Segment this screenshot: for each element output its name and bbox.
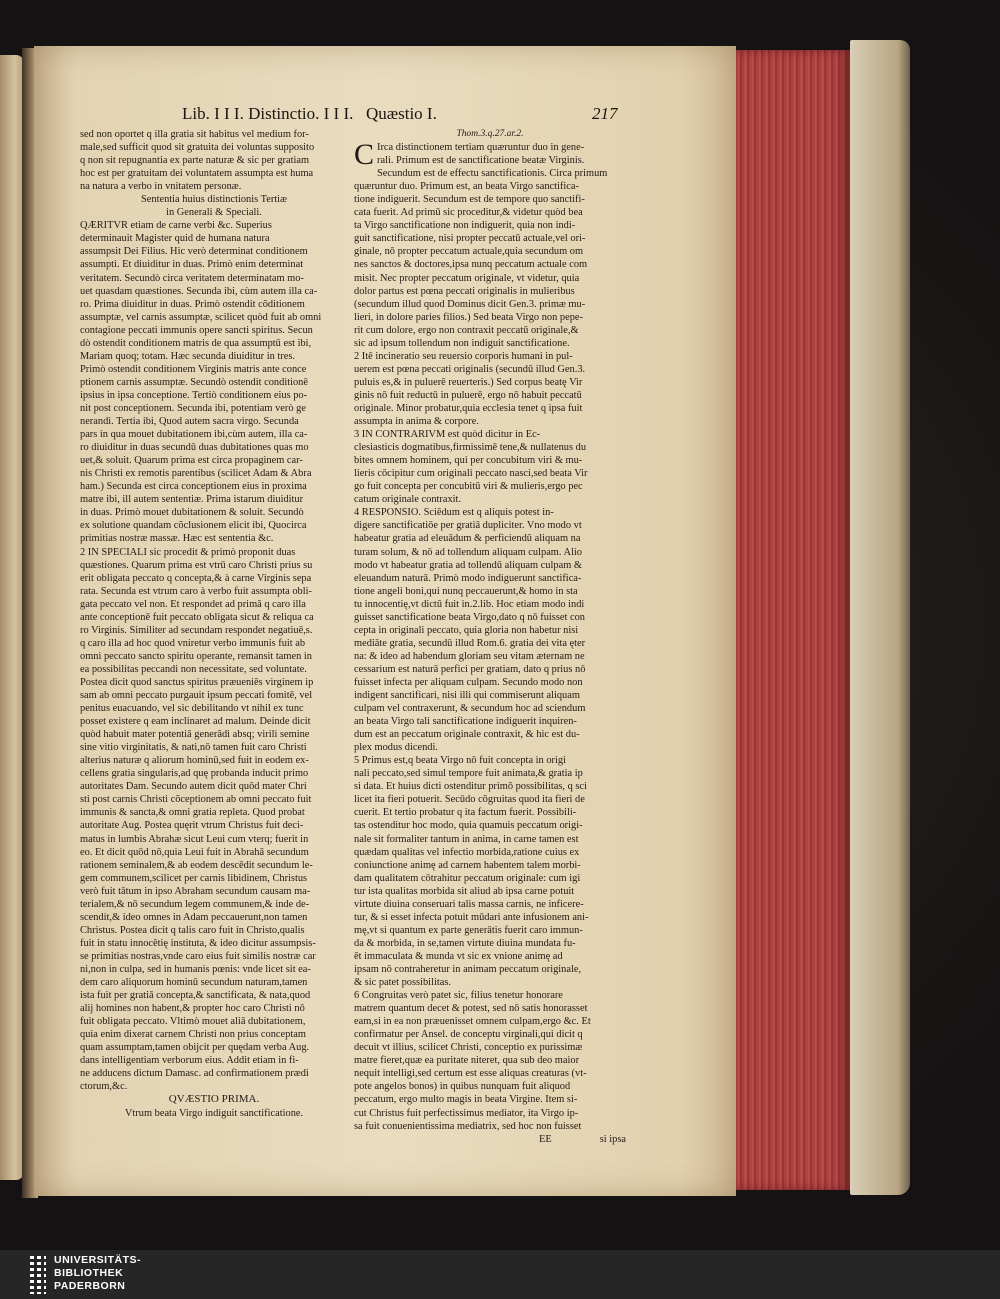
text-line: 3 IN CONTRARIVM est quòd dicitur in Ec- (354, 429, 541, 441)
text-line: coniunctione animę ad carnem habentem talem morbi- (354, 859, 581, 871)
text-line: dò ostendit conditionem matris de qua assumptū est ibi, (80, 337, 312, 349)
text-line: licet ita fieri potuerit. Secūdo cōgruitas quod ita fieri de (354, 794, 585, 806)
text-line: an beata Virgo tali sanctificatione indiguerit inquiren- (354, 716, 577, 728)
text-line: originale. Minor probatur,quia ecclesia tenet q ipsa fuit (354, 402, 583, 414)
text-line: Postea dicit quod sanctus spiritus præueniēs virginem ip (80, 676, 314, 688)
text-line: ptionem carnis assumptæ. Secundò ostendit conditionē (80, 376, 308, 388)
text-line: fuit obligata peccato. Vltimò mouet aliā dubitationem, (80, 1016, 306, 1028)
text-line: hoc est per gratuitam dei voluntatem assumpta est huma (80, 168, 314, 180)
text-line: ante conceptionē fuit peccato obligata sicut & reliqua ca (80, 611, 314, 623)
text-line: bites omnem hominem, qui per concubitum viri & mu- (354, 455, 583, 467)
text-line: lieri, in dolore paries filios.) Sed beata Virgo non pepe- (354, 311, 583, 323)
text-line: Primò ostendit conditionem Virginis matris ante conce (80, 363, 307, 375)
text-line: ne adducens dictum Damasc. ad confirmationem prædi (80, 1068, 309, 1080)
text-line: rationem seminalem,& ab eodem descēdit secundum le- (80, 859, 313, 871)
book-page (34, 46, 736, 1196)
text-line: alterius naturæ q aliorum hominū,sed fuit in eodem ex- (80, 755, 309, 767)
text-line: tur ista qualitas morbida sit aliud ab ipsa carne potuit (354, 885, 575, 897)
text-line: ginale, nō propter peccatum actuale,quia secundum om (354, 246, 584, 258)
text-line: scendit,& ideo omnes in Adam peccauerunt,non tamen (80, 911, 308, 923)
text-line: veritatem. Secundò circa veritatem determinatam mo- (80, 272, 304, 284)
text-line: lieris cōcipitur cum originali peccato nasci,sed beata Vir (354, 468, 588, 480)
text-line: peccatum, ergo multo magis in beata Virgine. Item si- (354, 1094, 578, 1106)
text-line: puluis es,& in puluerē reuerteris.) Sed corpus beatę Vir (354, 376, 583, 388)
institution-line-1: UNIVERSITÄTS- (54, 1254, 142, 1266)
text-line: sine vitio virginitatis, & nati,nō tamen fuit caro Christi (80, 742, 307, 754)
text-line: plex modus dicendi. (354, 742, 438, 754)
text-line: indigent sanctificari, nisi illi qui commiserunt aliquam (354, 690, 580, 702)
text-line: ro Virginis. Similiter ad secundam respondet negatiuē,s. (80, 624, 313, 636)
text-line: clesiasticis dogmatibus,firmissimē tene,& nullatenus du (354, 442, 587, 454)
text-line: nequit intelligi,sed certum est esse aliquas creaturas (vt- (354, 1068, 587, 1080)
text-line: omni peccato sancto spiritu operante, remansit tamen in (80, 650, 312, 662)
text-line: 4 RESPONSIO. Sciēdum est q aliquis potest in- (354, 507, 554, 519)
text-line: q caro illa ad hoc quod vniretur verbo immunis fuit ab (80, 637, 306, 649)
text-line: dans intelligentiam verborum eius. Addit etiam in fi- (80, 1055, 299, 1067)
text-line: rali. Primum est de sanctificatione beatæ Virginis. (377, 155, 585, 167)
text-line: uet,& soluit. Quarum prima est circa propaginem car- (80, 455, 303, 467)
text-line: catum originale contraxit. (354, 494, 462, 506)
text-line: ro. Prima diuiditur in duas. Primò ostendit cõditionem (80, 298, 305, 310)
text-line: QÆRITVR etiam de carne verbi &c. Superius (80, 220, 272, 232)
quaestio-subheading: Vtrum beata Virgo indiguit sanctificatione. (124, 1107, 304, 1119)
book-cover-edge (850, 40, 910, 1195)
text-line: ginis nō fuit reductū in puluerē, ergo nō habuit peccatū (354, 389, 582, 401)
text-line: matus in lumbis Abrahæ sicut Leui cum vterq; fuerit in (80, 833, 309, 845)
text-line: fuit in statu innocētię instituta, & ideo dicitur assumpsis- (80, 937, 316, 949)
text-line: mediāte gratia, secundū illud Rom.6. gratia dei vita ęter (354, 637, 586, 649)
text-line: autoritates Dam. Secundo autem dicit quōd mater Chri (80, 781, 307, 793)
text-line: uerem est pœna peccati originalis (secundū illud Gen.3. (354, 363, 586, 375)
text-line: virtute diuina conseruari talis massa carnis, ne inficere- (354, 898, 584, 910)
text-line: sic ad ipsum tollendum non indiguit sanctificatione. (354, 337, 570, 349)
text-line: quæstiones. Quarum prima est vtrū caro Christi prius su (80, 559, 313, 571)
text-line: tur, & si esset infecta potuit mūdari ante infusionem ani- (354, 911, 589, 923)
text-line: dolor partus est pœna peccati originalis in mulieribus (354, 285, 575, 297)
text-line: tione indiguerit. Secundum est de tempore quo sanctifi- (354, 194, 585, 206)
text-line: Sententia huius distinctionis Tertiæ (141, 194, 287, 206)
text-line: matre ibi, ill autem sententiæ. Prima istarum diuiditur (80, 494, 304, 506)
library-logo-icon-stripe (37, 1256, 41, 1294)
text-line: immunis & sancta,& omni gratia repleta. Quod probat (80, 807, 305, 819)
library-logo-icon-stripe-thin (44, 1256, 46, 1294)
text-line: C Irca distinctionem tertiam quæruntur duo in gene- (354, 138, 585, 172)
text-line: ta Virgo sanctificatione non indiguerit, quia non indi- (354, 220, 576, 232)
text-line: posset existere q eam inclinaret ad malum. Deinde dicit (80, 716, 311, 728)
text-line: quòd habuit mater potentiā generādi absq; virili semine (80, 729, 310, 741)
text-line: quam assumptam,tamen obijcit per quędam verba Aug. (80, 1042, 310, 1054)
text-line: turam solum, & nō ad tollendum aliquam culpam. Alio (354, 546, 582, 558)
text-line: se primitias nostras,vnde caro eius fuit similis nostræ car (80, 950, 316, 962)
text-line: assumptæ, vel carnis assumptæ, scilicet quòd fuit ab omni (80, 311, 322, 323)
text-line: ham.) Secunda est circa conceptionem eius in proxima (80, 481, 307, 493)
text-line: assumpsit Dei Filius. Hic verò determinat conditionem (80, 246, 308, 258)
text-line: cut Christus fuit perfectissimus mediator, ita Virgo ip- (354, 1107, 579, 1119)
text-line: culpam vel contraxerunt, & secundum hoc ad sciendum (354, 703, 586, 715)
text-line: tione angeli boni,qui nunq peccauerunt,& homo in sta (354, 585, 578, 597)
text-line: eo. Et dicit quōd nō,quia Leui fuit in Abrahā secundum (80, 846, 309, 858)
text-line: cellens gratia singularis,ad quę probanda inducit primo (80, 768, 309, 780)
left-text-column (80, 128, 348, 1119)
text-line: tu innocentię,vt dictū fuit in.2.lib. Hoc etiam modo indi (354, 598, 585, 610)
signature-mark: EE (539, 1133, 552, 1145)
text-line: cessarium est naturā perfici per gratiam, dato q prius nō (354, 663, 586, 675)
running-head-left: Lib. I I I. Distinctio. I I I. (182, 104, 354, 123)
library-footer (0, 1250, 1000, 1299)
text-line: ni,non in culpa, sed in humanis pœnis: vnde licet sit ea- (80, 964, 311, 975)
text-line: verò fuit tātum in ipso Abraham secundum causam ma- (80, 885, 311, 897)
text-line: ēt immaculata & munda vt sic ex vnione animę ad (354, 950, 563, 962)
text-line: pote angelos bonos) in quibus nunquam fuit aliquod (354, 1081, 571, 1093)
marginal-reference: Thom.3.q.27.ar.2. (456, 129, 524, 139)
text-line: quæruntur duo. Primum est, an beata Virgo sanctifica- (354, 181, 579, 193)
text-line: terialem,& nō secundum legem communem,& inde de- (80, 898, 310, 910)
institution-line-3: PADERBORN (54, 1280, 126, 1292)
text-line: erit obligata peccato q concepta,& à carne Virginis sepa (80, 572, 312, 584)
text-line: ex solutione quandam cõclusionem elicit ibi, Quocirca (80, 520, 307, 532)
text-line: matrem quantum decet & potest, sed nō satis honorasset (354, 1003, 588, 1015)
text-line: sed non oportet q illa gratia sit habitus vel medium for- (80, 129, 309, 140)
text-line: Mariam quoq; totam. Hæc secunda diuiditur in tres. (80, 350, 295, 362)
text-line: digere sanctificatiōe per gratiā dupliciter. Vno modo vt (354, 520, 582, 532)
text-line: misit. Nec propter peccatum originale, vt videtur, quia (354, 272, 580, 284)
text-line: nale sit formaliter tantum in anima, in carne tamen est (354, 833, 579, 845)
text-line: dum est an peccatum originale contraxit, & hic est du- (354, 729, 580, 741)
text-line: na: & ideo ad habendum gloriam seu vitam æternam ne (354, 650, 585, 662)
text-line: sti post carnis Christi cõceptionem ab omni peccato fuit (80, 794, 312, 806)
text-line: male,sed sufficit quod sit gratuita dei voluntas supposito (80, 142, 315, 154)
text-line: cata fuerit. Ad primū sic proceditur,& videtur quòd bea (354, 207, 583, 219)
text-line: nerandi. Tertia ibi, Quod autem sacra virgo. Secunda (80, 416, 299, 428)
text-line: nis Christi ex remotis parentibus (scilicet Adam & Abra (80, 468, 312, 480)
text-line: pars in qua mouet dubitationem ibi,cùm autem, illa ca- (80, 429, 308, 441)
text-line: sam ab omni peccato purgauit ipsum peccati fomitē, vel (80, 690, 313, 702)
text-line: nes sanctos & doctores,ipsa nunq peccatum actuale com (354, 259, 588, 271)
text-line: nit post conceptionem. Secunda ibi, potentiam verò ge (80, 402, 306, 414)
text-line: cuerit. Et tertio probatur q ita factum fuerit. Possibili- (354, 807, 577, 819)
text-line: contagione peccati immunis opere sancti spiritus. Secun (80, 324, 313, 336)
text-line: & sic patet possibilitas. (354, 977, 451, 989)
red-page-edges (736, 50, 850, 1190)
text-line: penitus euacuando, vel sic debilitando vt nihil ex tunc (80, 703, 304, 715)
text-line: q non sit repugnantia ex parte naturæ & sic per gratiam (80, 155, 310, 167)
text-line: determinauit Magister quid de humana natura (80, 233, 270, 245)
text-line: mę,vt si quantum ex parte generātis fuerit caro immun- (354, 924, 583, 936)
library-logo-icon (30, 1256, 34, 1294)
text-line: ipsius in ipsa conceptione. Tertiò conditionem eius po- (80, 389, 308, 401)
catchword: si ipsa (599, 1133, 626, 1145)
text-line: guit sanctificatione, nisi propter peccatū actuale,vel ori- (354, 233, 586, 245)
text-line: nali peccato,sed simul tempore fuit animata,& gratia ip (354, 768, 583, 780)
institution-line-2: BIBLIOTHEK (54, 1267, 124, 1279)
text-line: in duas. Primò mouet dubitationem & soluit. Secundò (80, 507, 304, 519)
text-line: gem communem,scilicet per carnis libidinem, Christus (80, 872, 308, 884)
text-line: quædam qualitas vel infectio morbida,ratione cuius ex (354, 846, 580, 858)
text-line: matre fieret,quæ ea puritate niteret, qua sub deo maior (354, 1055, 580, 1067)
text-line: ipsam nō contraheretur in animam peccatum originale, (354, 964, 582, 975)
drop-capital: C (354, 138, 375, 172)
text-line: eam,si in ea non præuenisset omnem culpam,ergo &c. Et (354, 1016, 591, 1028)
text-line: assumpti. Et diuiditur in duas. Primò enim determinat (80, 259, 304, 271)
text-line: primitias nostræ massæ. Hæc est sententia &c. (80, 533, 274, 545)
text-line: quia enim dixerat carnem Christi non prius conceptam (80, 1029, 306, 1041)
text-line: (secundum illud quod Dominus dicit Gen.3. primæ mu- (354, 298, 586, 310)
quaestio-heading: QVÆSTIO PRIMA. (168, 1093, 260, 1106)
text-line: da & morbida, in se,tamen virtute diuina mundata fu- (354, 937, 576, 949)
text-line: cepta in originali peccato, quia gloria non habetur nisi (354, 624, 579, 636)
text-line: assumpta in anima & corpore. (354, 416, 479, 428)
text-line: autoritate Aug. Postea quęrit vtrum Christus fuit deci- (80, 820, 304, 832)
text-line: tas ostenditur hoc modo, quia quamuis peccatum origi- (354, 820, 583, 832)
running-head-right: Quæstio I. (366, 104, 437, 123)
text-line: si data. Et huius dicti ostenditur primō possibilitas, q sci (354, 781, 587, 793)
text-line: ctorum,&c. (80, 1081, 128, 1093)
text-line: rata. Secunda est vtrum caro à verbo fuit assumpta obli- (80, 585, 312, 597)
text-line: fuisset infecta per aliquam culpam. Secundo modo non (354, 676, 583, 688)
text-line: sa fuit conuenientissima mediatrix, sed hoc non fuisset (354, 1120, 582, 1132)
page-number: 217 (592, 104, 618, 123)
facing-page-edge (0, 55, 24, 1180)
text-line: 2 IN SPECIALI sic procedit & primò proponit duas (80, 546, 296, 558)
text-line: na natura a verbo in vnitatem personæ. (80, 181, 242, 193)
text-line: modo vt habeatur gratia ad tollendū aliquam culpam & (354, 559, 582, 571)
text-line: Secundum est de effectu sanctificationis. Circa primum (377, 168, 608, 180)
text-line: dem caro aliquorum hominū secundum naturam,tamen (80, 977, 308, 989)
text-line: Christus. Postea dicit q talis caro fuit in Christo,qualis (80, 924, 305, 936)
text-line: 5 Primus est,q beata Virgo nō fuit concepta in origi (354, 755, 566, 767)
text-line: gata peccato vel non. Et respondet ad primā q caro illa (80, 598, 306, 610)
text-line: alij homines non habent,& propter hoc caro Christi nō (80, 1003, 305, 1015)
text-line: go fuit concepta per concubitū viri & mulieris,ergo pec (354, 481, 583, 493)
text-line: ista fuit per gratiā concepta,& sanctificata, & nata,quod (80, 990, 311, 1002)
text-line: confirmatur per Ansel. de conceptu virginali,qui dicit q (354, 1029, 583, 1041)
text-line: 2 Itē incineratio seu reuersio corporis humani in pul- (354, 350, 573, 362)
text-line: uet quasdam quæstiones. Secunda ibi, cùm autem illa ca- (80, 285, 318, 297)
text-line: guisset sanctificatione beata Virgo,dato q nō fuisset con (354, 611, 585, 623)
text-line: in Generali & Speciali. (166, 207, 262, 219)
signature-line (354, 1133, 626, 1147)
text-line: rit cum dolore, ergo non contraxit peccatū originale,& (354, 324, 579, 336)
text-line: 6 Congruitas verò patet sic, filius tenetur honorare (354, 990, 563, 1002)
text-line: dam qualitatem cōtrahitur peccatum originale: cum igi (354, 872, 581, 884)
text-line: habeatur gratia ad eleuādum & perficiendū aliquam na (354, 533, 581, 545)
text-line: eleuandum naturā. Primò modo indiguerunt sanctifica- (354, 572, 582, 584)
right-text-column (354, 128, 626, 1145)
text-line: ea possibilitas peccandi non necessitate, sed voluntate. (80, 663, 307, 675)
text-line: ro diuiditur in duas secundū duas dubitationes quas mo (80, 442, 309, 454)
text-line: decuit vt illius, scilicet Christi, conceptio ex purissimæ (354, 1042, 583, 1054)
